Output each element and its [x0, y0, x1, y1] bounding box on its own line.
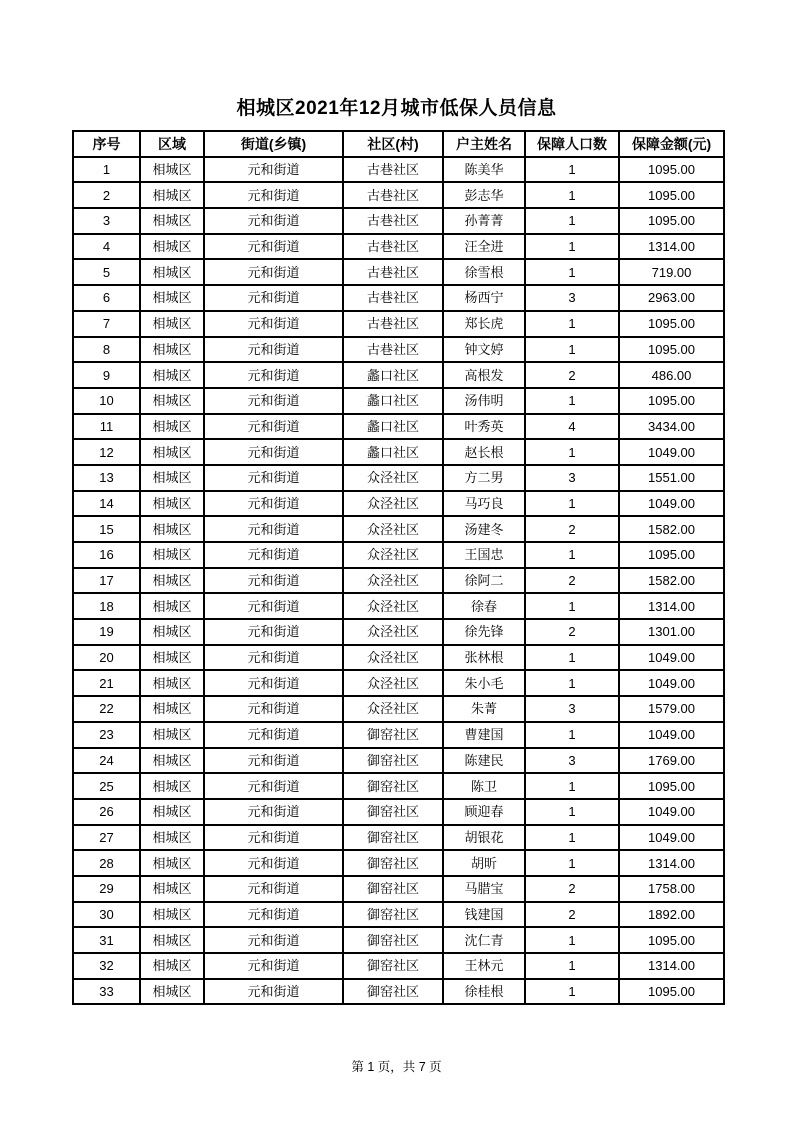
- table-cell: 1: [525, 311, 619, 337]
- table-cell: 9: [73, 362, 140, 388]
- table-cell: 徐阿二: [443, 568, 525, 594]
- table-cell: 元和街道: [204, 722, 343, 748]
- table-cell: 21: [73, 670, 140, 696]
- table-cell: 相城区: [140, 979, 204, 1005]
- table-cell: 1579.00: [619, 696, 724, 722]
- table-cell: 相城区: [140, 748, 204, 774]
- table-cell: 24: [73, 748, 140, 774]
- table-cell: 相城区: [140, 542, 204, 568]
- table-cell: 15: [73, 516, 140, 542]
- table-cell: 徐先锋: [443, 619, 525, 645]
- table-row: [73, 439, 724, 465]
- table-cell: 元和街道: [204, 979, 343, 1005]
- table-cell: 1892.00: [619, 902, 724, 928]
- table-cell: 1095.00: [619, 337, 724, 363]
- table-cell: 1095.00: [619, 311, 724, 337]
- table-cell: 1: [525, 722, 619, 748]
- table-row: [73, 568, 724, 594]
- table-row: [73, 414, 724, 440]
- table-cell: 1049.00: [619, 722, 724, 748]
- table-cell: 元和街道: [204, 902, 343, 928]
- table-cell: 1: [525, 593, 619, 619]
- table-cell: 元和街道: [204, 414, 343, 440]
- table-cell: 陈建民: [443, 748, 525, 774]
- table-cell: 蠡口社区: [343, 439, 443, 465]
- table-cell: 18: [73, 593, 140, 619]
- table-cell: 元和街道: [204, 670, 343, 696]
- table-cell: 1: [525, 542, 619, 568]
- table-cell: 2: [525, 876, 619, 902]
- table-cell: 相城区: [140, 773, 204, 799]
- table-cell: 1: [525, 670, 619, 696]
- table-cell: 郑长虎: [443, 311, 525, 337]
- table-cell: 23: [73, 722, 140, 748]
- table-row: [73, 311, 724, 337]
- table-row: [73, 208, 724, 234]
- table-cell: 众泾社区: [343, 465, 443, 491]
- table-header-row: [73, 131, 724, 157]
- table-cell: 相城区: [140, 799, 204, 825]
- table-cell: 元和街道: [204, 182, 343, 208]
- table-row: [73, 593, 724, 619]
- table-cell: 相城区: [140, 953, 204, 979]
- table-cell: 3: [525, 748, 619, 774]
- table-cell: 1095.00: [619, 927, 724, 953]
- table-cell: 16: [73, 542, 140, 568]
- table-cell: 1095.00: [619, 388, 724, 414]
- table-cell: 相城区: [140, 825, 204, 851]
- table-cell: 朱菁: [443, 696, 525, 722]
- table-cell: 众泾社区: [343, 593, 443, 619]
- table-cell: 相城区: [140, 516, 204, 542]
- table-row: [73, 491, 724, 517]
- table-cell: 1: [525, 645, 619, 671]
- table-cell: 1301.00: [619, 619, 724, 645]
- table-cell: 孙菁菁: [443, 208, 525, 234]
- page-title: 相城区2021年12月城市低保人员信息: [236, 98, 557, 119]
- table-row: [73, 285, 724, 311]
- table-cell: 719.00: [619, 259, 724, 285]
- table-cell: 13: [73, 465, 140, 491]
- table-cell: 元和街道: [204, 825, 343, 851]
- table-cell: 7: [73, 311, 140, 337]
- table-cell: 元和街道: [204, 645, 343, 671]
- table-cell: 25: [73, 773, 140, 799]
- table-cell: 元和街道: [204, 748, 343, 774]
- table-cell: 1: [525, 491, 619, 517]
- table-cell: 1: [525, 259, 619, 285]
- table-cell: 1095.00: [619, 208, 724, 234]
- table-cell: 3: [73, 208, 140, 234]
- table-cell: 胡银花: [443, 825, 525, 851]
- table-cell: 相城区: [140, 876, 204, 902]
- table-cell: 26: [73, 799, 140, 825]
- header-cell-amount: 保障金额(元): [619, 131, 724, 157]
- page-number-footer: 第 1 页，共 7 页: [351, 1060, 442, 1074]
- table-cell: 12: [73, 439, 140, 465]
- table-cell: 1: [525, 208, 619, 234]
- table-row: [73, 927, 724, 953]
- table-row: [73, 182, 724, 208]
- table-cell: 古巷社区: [343, 259, 443, 285]
- table-cell: 元和街道: [204, 953, 343, 979]
- table-cell: 方二男: [443, 465, 525, 491]
- table-cell: 30: [73, 902, 140, 928]
- table-cell: 元和街道: [204, 311, 343, 337]
- table-cell: 朱小毛: [443, 670, 525, 696]
- table-cell: 元和街道: [204, 696, 343, 722]
- table-row: [73, 516, 724, 542]
- table-cell: 5: [73, 259, 140, 285]
- table-cell: 1: [73, 157, 140, 183]
- table-cell: 14: [73, 491, 140, 517]
- table-row: [73, 234, 724, 260]
- table-cell: 众泾社区: [343, 619, 443, 645]
- table-cell: 相城区: [140, 619, 204, 645]
- table-cell: 元和街道: [204, 876, 343, 902]
- table-cell: 3: [525, 285, 619, 311]
- header-cell-street: 街道(乡镇): [204, 131, 343, 157]
- table-cell: 32: [73, 953, 140, 979]
- table-cell: 古巷社区: [343, 337, 443, 363]
- table-cell: 御窑社区: [343, 799, 443, 825]
- table-cell: 相城区: [140, 439, 204, 465]
- table-cell: 19: [73, 619, 140, 645]
- table-cell: 1582.00: [619, 516, 724, 542]
- table-cell: 众泾社区: [343, 542, 443, 568]
- table-cell: 古巷社区: [343, 285, 443, 311]
- table-row: [73, 388, 724, 414]
- table-cell: 4: [525, 414, 619, 440]
- table-row: [73, 748, 724, 774]
- table-cell: 徐春: [443, 593, 525, 619]
- table-row: [73, 259, 724, 285]
- table-cell: 相城区: [140, 182, 204, 208]
- table-row: [73, 876, 724, 902]
- table-cell: 杨西宁: [443, 285, 525, 311]
- table-cell: 古巷社区: [343, 182, 443, 208]
- table-cell: 1: [525, 850, 619, 876]
- table-row: [73, 337, 724, 363]
- table-cell: 胡昕: [443, 850, 525, 876]
- table-cell: 1: [525, 439, 619, 465]
- table-cell: 元和街道: [204, 516, 343, 542]
- table-cell: 22: [73, 696, 140, 722]
- table-cell: 元和街道: [204, 234, 343, 260]
- table-cell: 2: [73, 182, 140, 208]
- table-row: [73, 670, 724, 696]
- table-cell: 元和街道: [204, 337, 343, 363]
- table-cell: 汪全进: [443, 234, 525, 260]
- table-cell: 御窑社区: [343, 850, 443, 876]
- table-cell: 4: [73, 234, 140, 260]
- table-cell: 相城区: [140, 337, 204, 363]
- table-cell: 元和街道: [204, 593, 343, 619]
- table-cell: 御窑社区: [343, 927, 443, 953]
- table-cell: 1049.00: [619, 645, 724, 671]
- table-cell: 元和街道: [204, 927, 343, 953]
- table-cell: 1: [525, 825, 619, 851]
- table-cell: 2: [525, 568, 619, 594]
- table-cell: 元和街道: [204, 568, 343, 594]
- table-cell: 3: [525, 696, 619, 722]
- lowincome-personnel-table: [72, 130, 725, 1005]
- table-cell: 御窑社区: [343, 876, 443, 902]
- table-cell: 2: [525, 902, 619, 928]
- table-row: [73, 773, 724, 799]
- table-row: [73, 953, 724, 979]
- table-cell: 众泾社区: [343, 516, 443, 542]
- table-cell: 元和街道: [204, 799, 343, 825]
- table-cell: 沈仁青: [443, 927, 525, 953]
- table-row: [73, 645, 724, 671]
- table-cell: 2: [525, 516, 619, 542]
- table-cell: 曹建国: [443, 722, 525, 748]
- table-cell: 马腊宝: [443, 876, 525, 902]
- table-cell: 众泾社区: [343, 670, 443, 696]
- table-cell: 元和街道: [204, 388, 343, 414]
- table-cell: 高根发: [443, 362, 525, 388]
- table-cell: 相城区: [140, 465, 204, 491]
- table-cell: 相城区: [140, 491, 204, 517]
- table-cell: 元和街道: [204, 362, 343, 388]
- table-row: [73, 799, 724, 825]
- table-cell: 元和街道: [204, 465, 343, 491]
- table-cell: 相城区: [140, 670, 204, 696]
- table-cell: 27: [73, 825, 140, 851]
- table-cell: 蠡口社区: [343, 362, 443, 388]
- table-cell: 钱建国: [443, 902, 525, 928]
- table-row: [73, 465, 724, 491]
- header-cell-index: 序号: [73, 131, 140, 157]
- table-cell: 1049.00: [619, 825, 724, 851]
- header-cell-region: 区域: [140, 131, 204, 157]
- table-cell: 彭志华: [443, 182, 525, 208]
- table-cell: 相城区: [140, 311, 204, 337]
- table-cell: 1049.00: [619, 799, 724, 825]
- table-cell: 3: [525, 465, 619, 491]
- table-cell: 1095.00: [619, 157, 724, 183]
- table-cell: 元和街道: [204, 157, 343, 183]
- table-cell: 御窑社区: [343, 722, 443, 748]
- table-row: [73, 722, 724, 748]
- table-cell: 1: [525, 773, 619, 799]
- table-cell: 相城区: [140, 285, 204, 311]
- table-cell: 1314.00: [619, 953, 724, 979]
- table-cell: 8: [73, 337, 140, 363]
- table-cell: 钟文婷: [443, 337, 525, 363]
- table-cell: 相城区: [140, 259, 204, 285]
- table-cell: 元和街道: [204, 773, 343, 799]
- table-cell: 古巷社区: [343, 234, 443, 260]
- table-row: [73, 157, 724, 183]
- table-cell: 元和街道: [204, 542, 343, 568]
- table-cell: 汤伟明: [443, 388, 525, 414]
- table-cell: 1049.00: [619, 670, 724, 696]
- table-cell: 相城区: [140, 388, 204, 414]
- table-cell: 顾迎春: [443, 799, 525, 825]
- table-cell: 1095.00: [619, 182, 724, 208]
- table-cell: 相城区: [140, 902, 204, 928]
- table-cell: 众泾社区: [343, 491, 443, 517]
- table-cell: 叶秀英: [443, 414, 525, 440]
- table-cell: 1769.00: [619, 748, 724, 774]
- table-cell: 相城区: [140, 927, 204, 953]
- table-cell: 元和街道: [204, 850, 343, 876]
- table-cell: 陈卫: [443, 773, 525, 799]
- table-cell: 17: [73, 568, 140, 594]
- table-cell: 元和街道: [204, 208, 343, 234]
- table-cell: 御窑社区: [343, 748, 443, 774]
- table-row: [73, 362, 724, 388]
- table-row: [73, 542, 724, 568]
- table-cell: 蠡口社区: [343, 388, 443, 414]
- table-cell: 徐桂根: [443, 979, 525, 1005]
- header-cell-population: 保障人口数: [525, 131, 619, 157]
- table-cell: 1095.00: [619, 773, 724, 799]
- table-cell: 1095.00: [619, 542, 724, 568]
- table-cell: 1758.00: [619, 876, 724, 902]
- table-row: [73, 696, 724, 722]
- table-cell: 1095.00: [619, 979, 724, 1005]
- table-cell: 相城区: [140, 645, 204, 671]
- header-cell-householder: 户主姓名: [443, 131, 525, 157]
- table-cell: 元和街道: [204, 285, 343, 311]
- header-cell-community: 社区(村): [343, 131, 443, 157]
- table-cell: 相城区: [140, 568, 204, 594]
- table-cell: 1: [525, 337, 619, 363]
- table-cell: 众泾社区: [343, 568, 443, 594]
- table-cell: 11: [73, 414, 140, 440]
- table-cell: 1049.00: [619, 491, 724, 517]
- table-cell: 相城区: [140, 234, 204, 260]
- table-cell: 1: [525, 234, 619, 260]
- table-cell: 赵长根: [443, 439, 525, 465]
- table-cell: 相城区: [140, 696, 204, 722]
- table-cell: 元和街道: [204, 259, 343, 285]
- table-cell: 1: [525, 388, 619, 414]
- table-cell: 1582.00: [619, 568, 724, 594]
- table-cell: 元和街道: [204, 491, 343, 517]
- table-cell: 元和街道: [204, 439, 343, 465]
- table-row: [73, 619, 724, 645]
- table-cell: 徐雪根: [443, 259, 525, 285]
- table-cell: 元和街道: [204, 619, 343, 645]
- table-body: [73, 157, 724, 1005]
- table-cell: 相城区: [140, 850, 204, 876]
- table-cell: 御窑社区: [343, 902, 443, 928]
- table-row: [73, 979, 724, 1005]
- table-cell: 1: [525, 799, 619, 825]
- table-row: [73, 902, 724, 928]
- table-cell: 1314.00: [619, 850, 724, 876]
- table-cell: 众泾社区: [343, 645, 443, 671]
- table-cell: 相城区: [140, 362, 204, 388]
- table-cell: 2: [525, 619, 619, 645]
- table-cell: 1314.00: [619, 593, 724, 619]
- table-cell: 张林根: [443, 645, 525, 671]
- table-cell: 20: [73, 645, 140, 671]
- table-cell: 古巷社区: [343, 208, 443, 234]
- table-cell: 相城区: [140, 722, 204, 748]
- table-cell: 1314.00: [619, 234, 724, 260]
- table-cell: 相城区: [140, 593, 204, 619]
- table-cell: 2: [525, 362, 619, 388]
- table-cell: 汤建冬: [443, 516, 525, 542]
- table-cell: 蠡口社区: [343, 414, 443, 440]
- table-cell: 古巷社区: [343, 311, 443, 337]
- table-cell: 1: [525, 157, 619, 183]
- table-cell: 御窑社区: [343, 979, 443, 1005]
- table-cell: 28: [73, 850, 140, 876]
- table-cell: 王林元: [443, 953, 525, 979]
- table-cell: 1: [525, 182, 619, 208]
- table-cell: 1049.00: [619, 439, 724, 465]
- table-cell: 1: [525, 953, 619, 979]
- table-cell: 御窑社区: [343, 825, 443, 851]
- table-cell: 御窑社区: [343, 953, 443, 979]
- table-cell: 古巷社区: [343, 157, 443, 183]
- table-cell: 王国忠: [443, 542, 525, 568]
- table-cell: 29: [73, 876, 140, 902]
- table-cell: 1: [525, 979, 619, 1005]
- table-row: [73, 850, 724, 876]
- table-cell: 3434.00: [619, 414, 724, 440]
- table-cell: 31: [73, 927, 140, 953]
- table-cell: 10: [73, 388, 140, 414]
- table-row: [73, 825, 724, 851]
- table-cell: 33: [73, 979, 140, 1005]
- table-cell: 1551.00: [619, 465, 724, 491]
- table-cell: 御窑社区: [343, 773, 443, 799]
- table-cell: 相城区: [140, 414, 204, 440]
- table-cell: 众泾社区: [343, 696, 443, 722]
- table-cell: 6: [73, 285, 140, 311]
- table-cell: 马巧良: [443, 491, 525, 517]
- table-cell: 2963.00: [619, 285, 724, 311]
- table-cell: 陈美华: [443, 157, 525, 183]
- table-cell: 1: [525, 927, 619, 953]
- table-cell: 相城区: [140, 157, 204, 183]
- table-cell: 486.00: [619, 362, 724, 388]
- table-cell: 相城区: [140, 208, 204, 234]
